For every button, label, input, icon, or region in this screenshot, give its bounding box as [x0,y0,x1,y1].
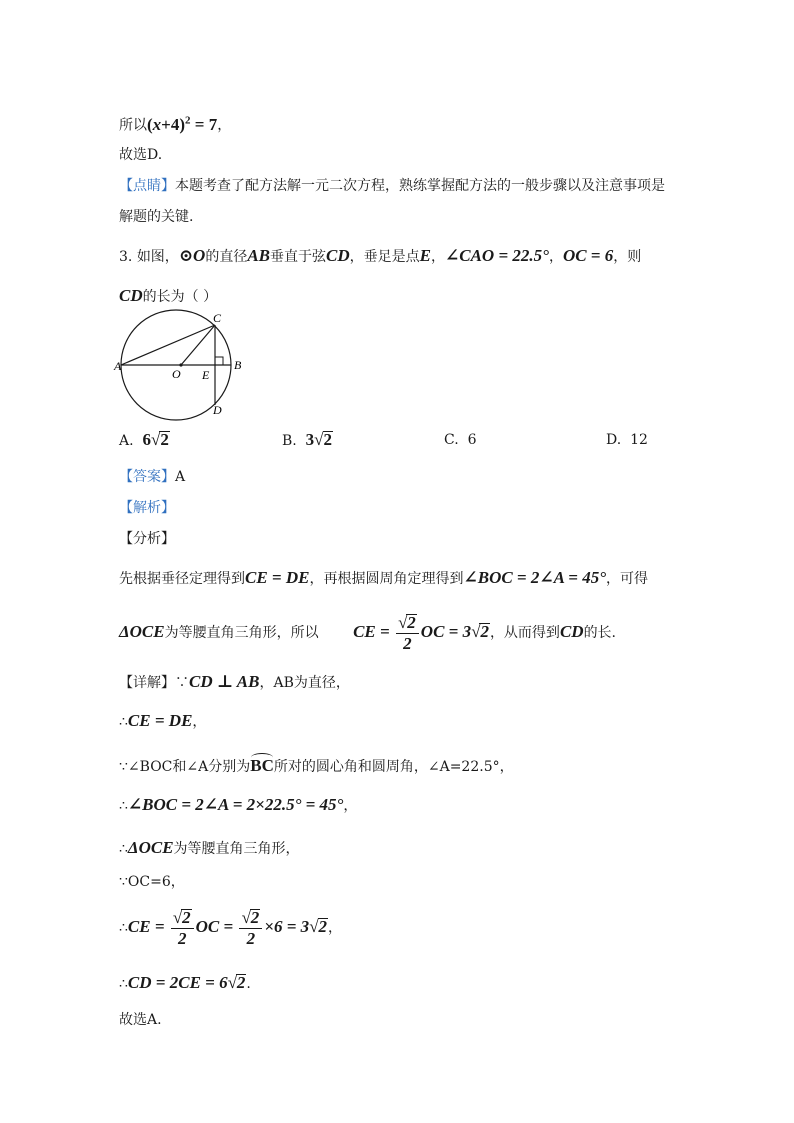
angle-boc-calc: ∠BOC = 2∠A = 2×22.5° = 45° [127,795,344,814]
analysis-tag: 【解析】 [119,500,175,516]
note-text: 本题考查了配方法解一元二次方程，熟练掌握配方法的一般步骤以及注意事项是 [175,178,665,194]
math-cd: CD [119,286,143,305]
option-label: D. [606,432,622,448]
text: ， [192,714,207,730]
right-angle-mark [215,357,223,365]
label-c: C [213,311,222,325]
cd-calc: CD = 2CE = 6√2 [127,973,246,992]
math-cd: CD [559,622,584,641]
answer-tag: 【答案】 [119,469,175,485]
option-a-value: 6√2 [142,430,169,449]
text: ， [343,798,358,814]
answer-line [119,467,185,487]
option-text: 6 [467,432,477,448]
text: 所以 [119,117,147,134]
therefore-symbol: ∴ [119,714,128,730]
fenxi-tag: 【分析】 [119,531,175,547]
arc-bc: BC [250,756,274,775]
detail-line-5 [119,838,300,859]
cd-perp-ab: CD ⊥ AB [189,672,260,691]
detail-line-4 [119,795,357,816]
text: ∠BOC和∠A分别为 [127,759,251,775]
angle-boc-eq: ∠BOC = 2∠A = 45° [463,568,607,587]
detail-tag: 【详解】 [119,675,175,691]
text: 为等腰直角三角形，所以 [164,625,319,641]
math-ab: AB [247,246,271,265]
text: 为等腰直角三角形， [173,841,300,857]
question-number: 3. [119,249,133,265]
detail-line-1 [119,672,350,693]
option-label: A. [119,433,134,449]
therefore-symbol: ∴ [119,841,128,857]
oc-equals-6: OC = 6 [562,246,614,265]
option-b-value: 3√2 [305,430,332,449]
fenxi-line-2 [119,612,616,654]
text: 所对的圆心角和圆周角，∠A=22.5°， [273,759,514,775]
segment-oc [181,325,215,365]
question-line-2 [119,286,217,307]
fenxi-line-1 [119,568,648,589]
therefore-symbol: ∴ [119,976,128,992]
text: ， [431,249,445,265]
text: ， [217,117,232,134]
because-symbol: ∵ [175,675,189,691]
label-a: A [114,359,122,373]
detail-final: 故选A. [119,1012,162,1028]
text: ，可得 [606,571,649,587]
triangle-oce: ΔOCE [127,838,174,857]
ce-calc: CE = $\frac{√2}{2}$ OC = $\frac{√2}{2}$ ×6 = 3√2 [127,907,328,948]
text: 先根据垂径定理得到 [119,571,245,587]
text: . [246,976,251,992]
detail-line-8 [119,973,251,994]
option-b[interactable] [282,430,333,451]
option-a[interactable] [119,430,170,451]
option-d[interactable] [606,430,648,450]
label-e: E [202,368,210,382]
ce-eq-de: CE = DE [127,711,193,730]
ce-eq-de: CE = DE [245,568,310,587]
option-label: B. [282,433,297,449]
circle-o-symbol: ⊙O [178,246,206,265]
detail-line-2 [119,711,206,732]
text: ， [328,920,343,936]
answer-value: A [175,469,186,485]
question-line-1 [119,246,641,267]
detail-line-3 [119,756,514,777]
text: ，AB为直径， [259,675,350,691]
text: ，从而得到 [489,625,560,641]
segment-ac [121,325,215,365]
math-cd: CD [326,246,350,265]
text: 如图， [136,249,179,265]
note-tag: 【点睛】 [119,178,175,194]
therefore-symbol: ∴ [119,920,128,936]
option-text: 12 [630,432,648,448]
text: 的长为（ ） [142,289,218,305]
intro-line-1 [119,110,231,136]
text: ，再根据圆周角定理得到 [309,571,464,587]
therefore-symbol: ∴ [119,798,128,814]
label-b: B [234,358,242,372]
equation-x-plus-4-squared: $(x+4)^2 = 7$ [147,114,218,134]
detail-line-7 [119,905,342,950]
text: ，则 [613,249,642,265]
text: ， [548,249,563,265]
note-line [119,176,665,196]
intro-line-2: 故选D. [119,147,163,163]
label-o: O [172,367,181,381]
detail-line-6: ∵OC=6， [119,874,185,890]
math-e: E [419,246,431,265]
label-d: D [213,403,222,417]
circle-figure [115,308,250,420]
note-line-2: 解题的关键. [119,209,194,225]
option-c[interactable] [444,430,477,450]
triangle-oce: ΔOCE [119,622,165,641]
option-label: C. [444,432,459,448]
text: ，垂足是点 [349,249,420,265]
angle-cao: ∠CAO = 22.5° [445,246,549,265]
text: 垂直于弦 [270,249,327,265]
text: 的长. [583,625,617,641]
ce-formula: CE = $\frac{√2}{2}$ OC = 3√2 [353,612,489,653]
text: 的直径 [205,249,248,265]
because-symbol: ∵ [119,759,128,775]
